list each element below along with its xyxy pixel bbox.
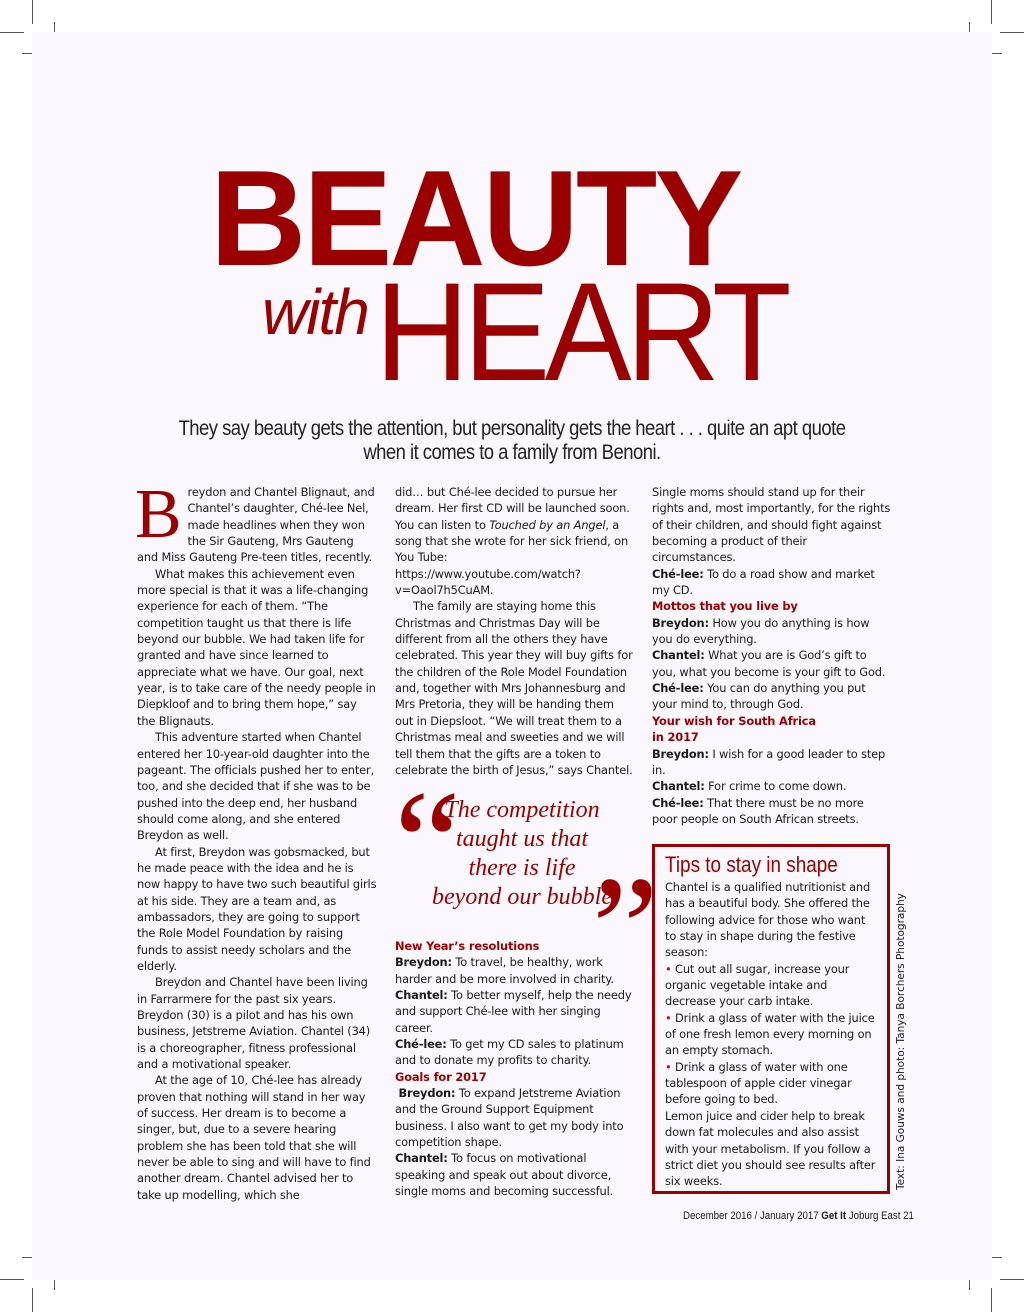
page-folio: December 2016 / January 2017 Get It Joburg East 21 [683, 1210, 914, 1222]
crop-mark [991, 0, 992, 24]
standfirst: They say beauty gets the attention, but personality gets the heart . . . quite an apt quote when it comes to a family from Benoni. [178, 417, 846, 464]
song-title: Touched by an Angel [489, 517, 606, 532]
page-number: 21 [903, 1210, 914, 1222]
bullet-icon: • [665, 1059, 672, 1074]
article-paragraph: did… but Ché-lee decided to pursue her dream. Her first CD will be launched soon. You can listen to Touched by an Angel, a song that she wrote for her sick friend, on You Tube: https://www.youtube.com/watch?v=Oaol7h5CuAM. [395, 485, 630, 598]
tips-sidebar-box [652, 844, 890, 1194]
article-column-3 [652, 484, 892, 827]
headline-beauty: BEAUTY [210, 142, 741, 294]
bullet-icon: • [665, 961, 672, 976]
tips-title: Tips to stay in shape [665, 852, 838, 877]
article-paragraph: At first, Breydon was gobsmacked, but he made peace with the idea and he is now happy to have two such beautiful girls at his side. They are a team and, as ambassadors, they are going to support the Role Model Foundation by raising funds to assist needy scholars and the elderly. [137, 844, 377, 973]
crop-mark [32, 0, 33, 24]
tips-closing: Lemon juice and cider help to break down fat molecules and also assist with your metabolism. If you follow a strict diet you should see results after six weeks. [665, 1108, 876, 1189]
tips-bullet: • Drink a glass of water with one tablespoon of apple cider vinegar before going to bed. [665, 1059, 852, 1107]
brand-name: Get It [821, 1210, 847, 1222]
subhead-wish: Your wish for South Africa in 2017 [652, 713, 816, 745]
qa-item: Breydon: To travel, be healthy, work harder and be more involved in charity. [395, 955, 614, 986]
tips-intro: Chantel is a qualified nutritionist and has a beautiful body. She offered the following advice for those who want to stay in shape during the festive season: [665, 880, 871, 960]
crop-mark [0, 32, 24, 33]
bullet-icon: • [665, 1010, 672, 1025]
qa-item: Ché-lee: You can do anything you put your mind to, through God. [652, 681, 866, 712]
qa-item: Breydon: I wish for a good leader to step in. [652, 746, 886, 777]
headline-heart: HEART [375, 253, 787, 410]
qa-resolutions-goals [395, 938, 635, 1200]
tips-bullet: • Drink a glass of water with the juice of one fresh lemon every morning on an empty stomach. [665, 1010, 875, 1058]
article-column-2 [395, 484, 635, 778]
tips-body [665, 879, 879, 1190]
article-paragraph: This adventure started when Chantel entered her 10-year-old daughter into the pageant. The officials pushed her to enter, too, and she decided that if she was to be pushed into the deep end, her husband should come along, and she entered Breydon as well. [137, 730, 375, 843]
subhead-mottos: Mottos that you live by [652, 599, 798, 614]
qa-item: Ché-lee: To get my CD sales to platinum and to donate my profits to charity. [395, 1037, 624, 1068]
article-paragraph: The family are staying home this Christmas and Christmas Day will be different from all the others they have celebrated. This year they will buy gifts for the children of the Role Model Foundation and, together with Mrs Johannesburg and Mrs Pretoria, they will be handing them out in Diepsloot. “We will treat them to a Christmas meal and sweeties and we will tell them that the gifts are a token to celebrate the birth of Jesus,” says Chantel. [395, 599, 633, 777]
qa-item: Chantel: For crime to come down. [652, 779, 847, 794]
crop-mark [32, 1288, 33, 1312]
qa-item: Chantel: To focus on motivational speaking and speak out about divorce, single moms and becoming successful. [395, 1151, 614, 1199]
qa-item: Ché-lee: To do a road show and market my CD. [652, 566, 875, 598]
qa-item: Chantel: To better myself, help the needy and support Ché-lee with her singing career. [395, 988, 632, 1035]
crop-mark [0, 1279, 24, 1280]
article-column-1 [135, 476, 377, 1203]
photo-credit: Text: Ina Gouws and photo: Tanya Borchers Photography [895, 893, 907, 1190]
article-paragraph: At the age of 10, Ché-lee has already proven that nothing will stand in her way of success. Her dream is to become a singer, but, due to a severe hearing problem she has been told that she will never be able to sing and will have to find another dream. Chantel advised her to take up modelling, which she [137, 1073, 371, 1202]
tips-bullet: • Cut out all sugar, increase your organic vegetable intake and decrease your carb intake. [665, 961, 850, 1009]
article-paragraph: Breydon and Chantel have been living in Farrarmere for the past six years. Breydon (30) is a pilot and has his own business, Jetstreme Aviation. Chantel (34) is a choreographer, fitness professional and a motivational speaker. [137, 975, 371, 1072]
crop-mark [991, 1288, 992, 1312]
crop-mark [1000, 32, 1024, 33]
open-quote-icon: “ [394, 760, 461, 926]
crop-mark [1000, 1279, 1024, 1280]
close-quote-icon: ” [592, 846, 659, 1012]
subhead-goals: Goals for 2017 [395, 1069, 487, 1084]
qa-item-continued: Single moms should stand up for their rights and, most importantly, for the rights of their children, and should fight against becoming a product of their circumstances. [652, 485, 891, 565]
qa-item: Breydon: To expand Jetstreme Aviation and the Ground Support Equipment business. I also want to get my body into competition shape. [395, 1086, 624, 1150]
headline-with: with [262, 276, 368, 348]
drop-cap: B [135, 476, 182, 553]
pull-quote-text: The competition taught us that there is life beyond our bubble [432, 797, 612, 910]
qa-item: Ché-lee: That there must be no more poor people on South African streets. [652, 795, 864, 826]
qa-item: Chantel: What you are is God’s gift to you, what you become is your gift to God. [652, 648, 886, 679]
subhead-resolutions: New Year’s resolutions [395, 939, 540, 953]
qa-item: Breydon: How you do anything is how you do everything. [652, 615, 870, 647]
article-paragraph: Breydon and Chantel Blignaut, and Chantel’s daughter, Ché-lee Nel, made headlines when they won the Sir Gauteng, Mrs Gauteng and Miss Gauteng Pre-teen titles, recently. [135, 476, 375, 565]
article-paragraph: What makes this achievement even more special is that it was a life-changing experience for each of them. “The competition taught us that there is life beyond our bubble. We had taken life for granted and have since learned to appreciate what we have. Our goal, next year, is to take care of the needy people in Diepkloof and to bring them hope,” say the Blignauts. [137, 566, 376, 728]
